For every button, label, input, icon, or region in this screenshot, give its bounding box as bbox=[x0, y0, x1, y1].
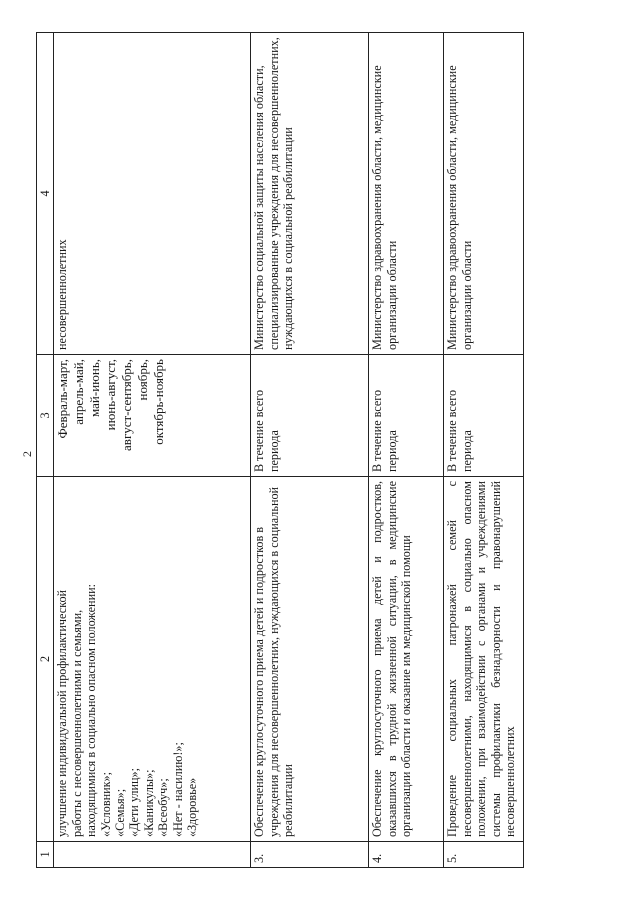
header-col-4: 4 bbox=[37, 33, 54, 355]
activity-line: работы с несовершеннолетними и семьями, bbox=[69, 609, 84, 837]
row-number: 5. bbox=[444, 842, 524, 868]
responsible-cell: Министерство здравоохранения области, медицинские организации области bbox=[369, 33, 444, 355]
activity-cell: Проведение социальных патронажей семей с несовершеннолетними, находящимися в социально опасном положении, при взаимодействии с органами и учреждениями системы профилактики безнадзорности и правонарушений несовершеннолетних bbox=[444, 477, 524, 842]
row-number: 4. bbox=[369, 842, 444, 868]
period-line: август-сентябрь, bbox=[119, 359, 135, 451]
activity-line: улучшение индивидуальной профилактической bbox=[55, 589, 70, 837]
period-cell bbox=[54, 355, 251, 477]
header-col-1: 1 bbox=[37, 842, 54, 868]
activity-line: находящимися в социально опасном положении: bbox=[84, 583, 99, 837]
activities-table bbox=[36, 32, 524, 868]
activity-list-item: «Нет - насилию!»; bbox=[170, 742, 185, 837]
table-row bbox=[444, 33, 524, 868]
activity-list-item: «Здоровье» bbox=[184, 777, 199, 837]
row-number: 3. bbox=[251, 842, 369, 868]
header-col-3: 3 bbox=[37, 355, 54, 477]
period-line: ноябрь, bbox=[135, 359, 151, 401]
period-cell: В течение всего периода bbox=[369, 355, 444, 477]
row-number bbox=[54, 842, 251, 868]
period-line: Февраль-март, bbox=[55, 359, 71, 439]
activity-list-item: «Каникулы»; bbox=[141, 769, 156, 837]
period-line: июнь-август, bbox=[103, 359, 119, 431]
period-line: октябрь-ноябрь bbox=[151, 359, 167, 445]
table-row bbox=[54, 33, 251, 868]
responsible-cell: несовершеннолетних bbox=[54, 33, 251, 355]
table-row bbox=[251, 33, 369, 868]
period-line: май-июнь, bbox=[87, 359, 103, 417]
responsible-cell: Министерство здравоохранения области, медицинские организации области bbox=[444, 33, 524, 355]
activity-cell: Обеспечение круглосуточного приема детей и подростков, оказавшихся в трудной жизненной ситуации, в медицинские организации области и оказание им медицинской помощи bbox=[369, 477, 444, 842]
header-col-2: 2 bbox=[37, 477, 54, 842]
activity-list-item: «Семья»; bbox=[112, 788, 127, 837]
period-line: апрель-май, bbox=[71, 359, 87, 425]
activity-list-item: «Всеобуч»; bbox=[156, 778, 171, 837]
activity-list-item: «Условник»; bbox=[98, 771, 113, 837]
activity-list-item: «Дети улиц»; bbox=[127, 767, 142, 837]
activity-cell bbox=[54, 477, 251, 842]
table-row bbox=[369, 33, 444, 868]
table-header-row bbox=[37, 33, 54, 868]
period-cell: В течение всего периода bbox=[444, 355, 524, 477]
period-cell: В течение всего периода bbox=[251, 355, 369, 477]
responsible-cell: Министерство социальной защиты населения области, специализированные учреждения для несовершеннолетних, нуждающихся в социальной реабилитации bbox=[251, 33, 369, 355]
activity-cell: Обеспечение круглосуточного приема детей и подростков в учреждения для несовершеннолетних, нуждающихся в социальной реабилитации bbox=[251, 477, 369, 842]
page-number: 2 bbox=[20, 451, 34, 457]
